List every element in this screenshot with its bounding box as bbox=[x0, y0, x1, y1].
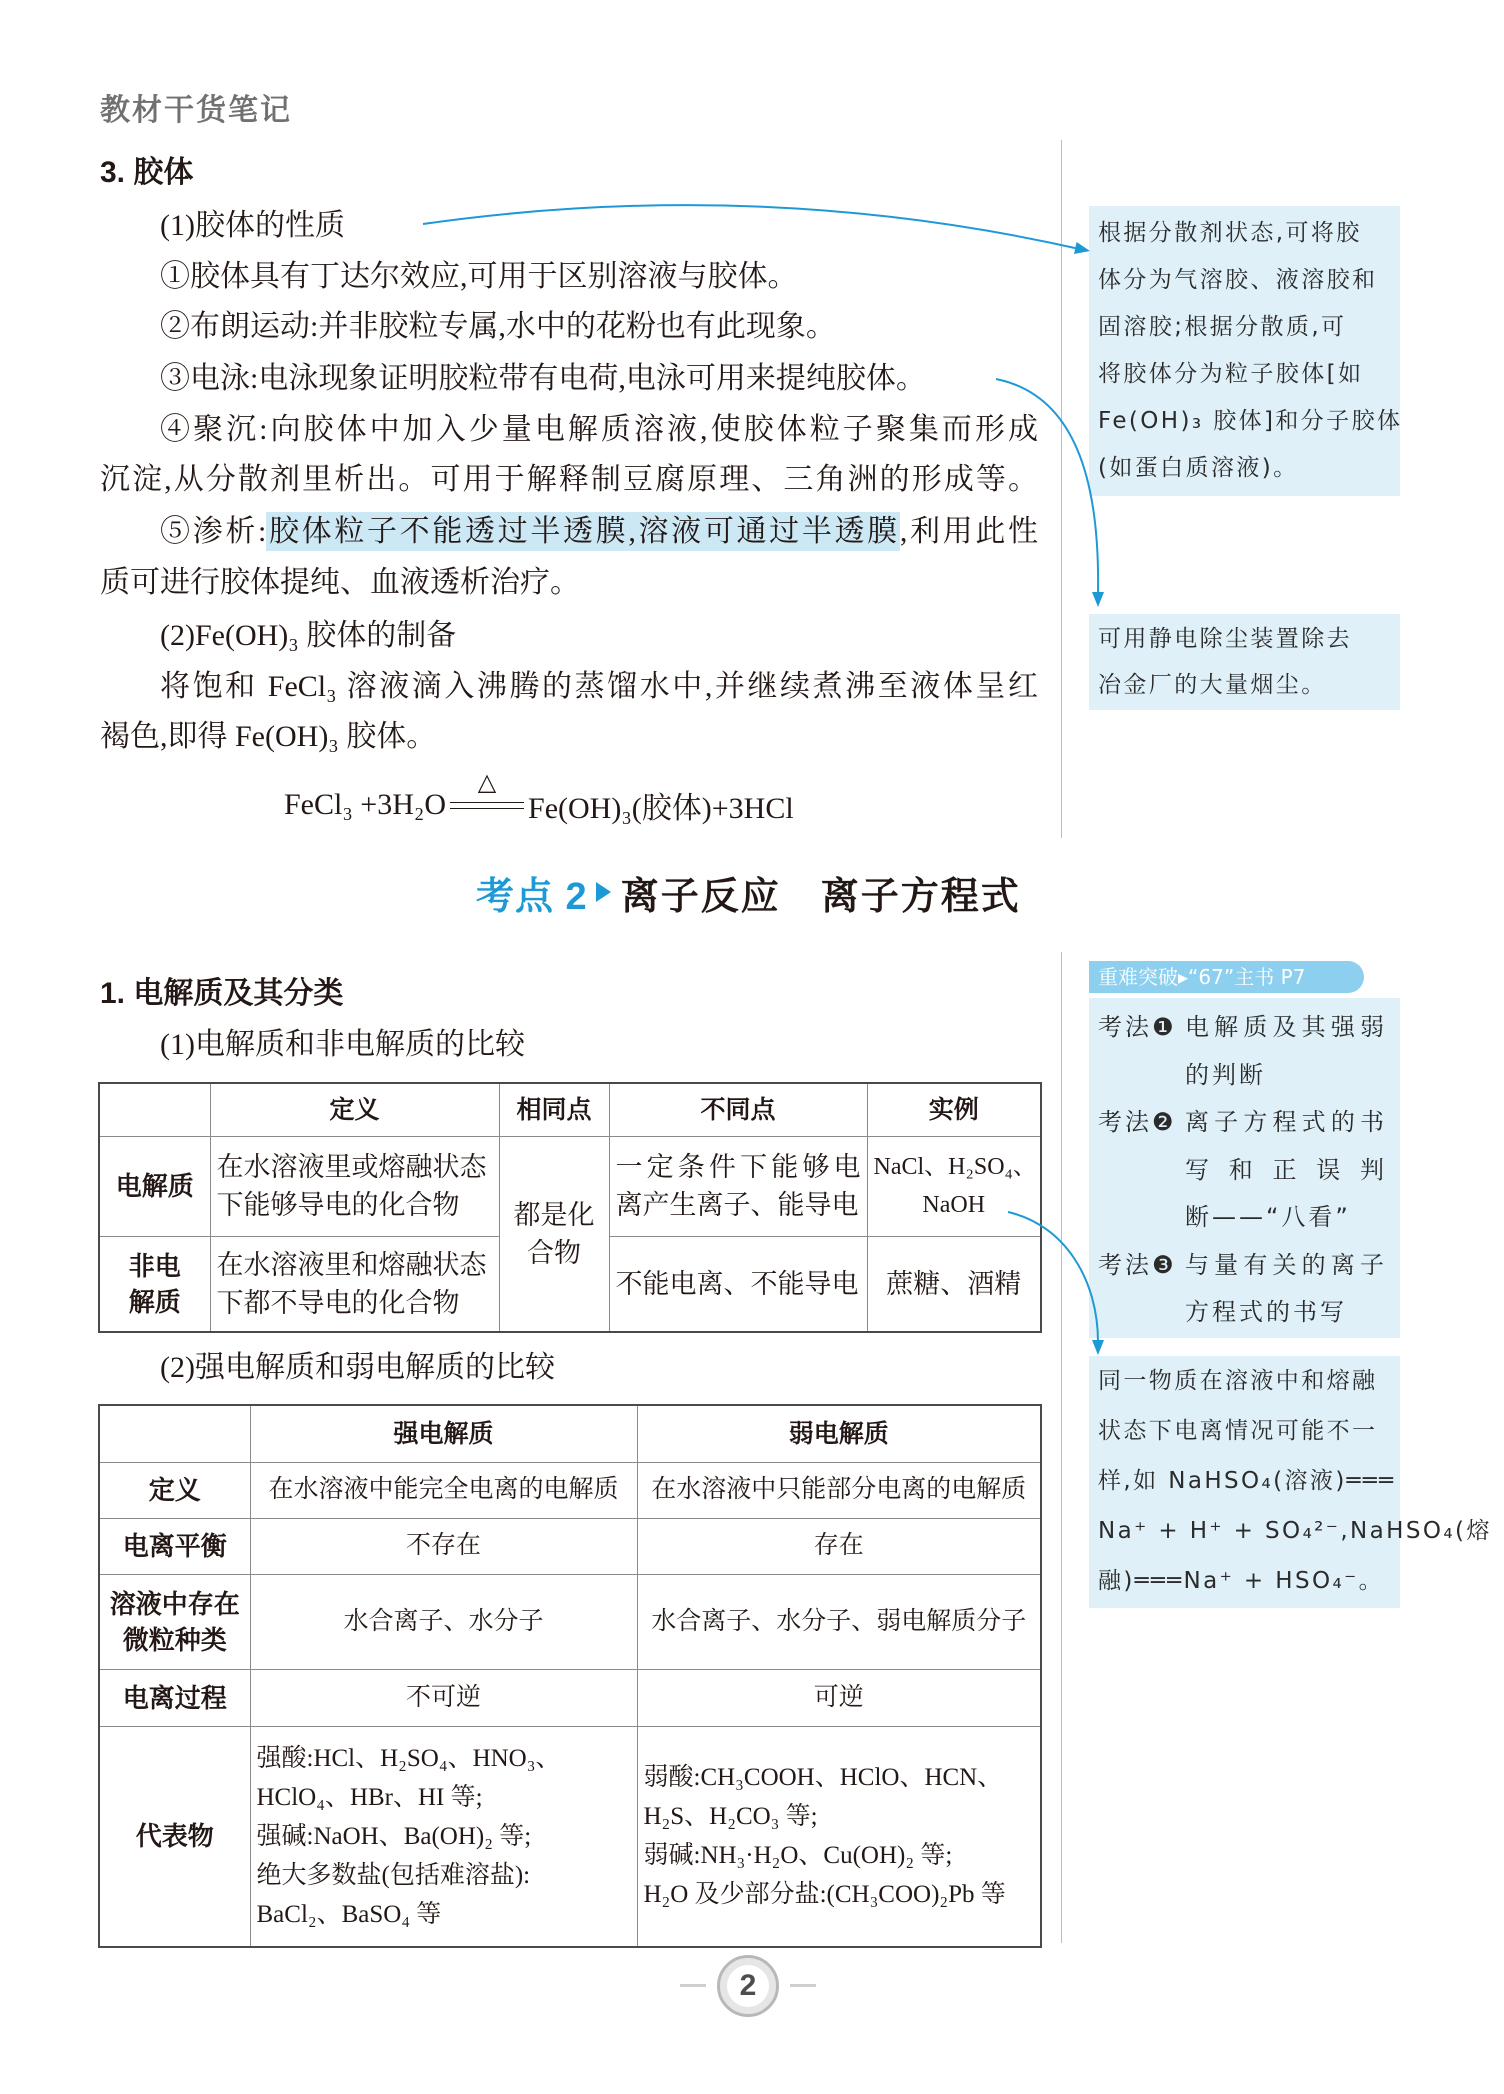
dialysis-tail: ,利用此性 bbox=[899, 515, 1039, 548]
book-title: 教材干货笔记 bbox=[100, 94, 292, 127]
property-coagulation-line1: ④聚沉:向胶体中加入少量电解质溶液,使胶体粒子聚集而形成 bbox=[160, 413, 1038, 446]
column-header: 强电解质 bbox=[250, 1405, 637, 1462]
page-number-decoration bbox=[790, 1984, 816, 1987]
section-heading-colloid: 3. 胶体 bbox=[100, 156, 194, 189]
column-header: 实例 bbox=[867, 1083, 1041, 1136]
method-label: 考法❸ bbox=[1098, 1250, 1177, 1279]
weak-cell: 在水溶液中只能部分电离的电解质 bbox=[637, 1462, 1041, 1518]
preparation-line2: 褐色,即得 Fe(OH)₃ 胶体。 bbox=[100, 720, 437, 753]
cell-line: 弱碱:NH₃·H₂O、Cu(OH)₂ 等; bbox=[643, 1842, 953, 1870]
dialysis-lead: ⑤渗析: bbox=[160, 515, 267, 548]
cell-line: NaCl、H₂SO₄、 bbox=[873, 1154, 1037, 1180]
topic-label: 考点 2 bbox=[476, 875, 588, 918]
cell-line: 在水溶液里或熔融状态 bbox=[216, 1152, 487, 1182]
row-label: 代表物 bbox=[99, 1726, 250, 1947]
cell-line: 一定条件下能够电 bbox=[615, 1152, 861, 1182]
cell-line: 不能电离、不能导电 bbox=[615, 1268, 859, 1299]
section-heading-electrolytes: 1. 电解质及其分类 bbox=[100, 977, 344, 1010]
common-cell: 都是化合物 bbox=[499, 1136, 609, 1332]
topic-title: 离子反应 离子方程式 bbox=[620, 875, 1021, 918]
property-coagulation-line2: 沉淀,从分散剂里析出。可用于解释制豆腐原理、三角洲的形成等。 bbox=[100, 463, 1038, 496]
row-label: 定义 bbox=[99, 1462, 250, 1518]
cell-line: 离产生离子、能导电 bbox=[615, 1190, 859, 1220]
page-number-decoration bbox=[680, 1984, 706, 1987]
subheading-colloid-preparation: (2)Fe(OH)₃ 胶体的制备 bbox=[160, 619, 457, 652]
cell-line: 在水溶液里和熔融状态 bbox=[216, 1249, 487, 1280]
note-line: 体分为气溶胶、液溶胶和 bbox=[1098, 267, 1378, 293]
cell-line: 下都不导电的化合物 bbox=[216, 1287, 460, 1318]
note-line: Fe(OH)₃ 胶体]和分子胶体 bbox=[1098, 408, 1403, 434]
method-line: 写和正误判 bbox=[1185, 1155, 1387, 1184]
weak-cell: 水合离子、水分子、弱电解质分子 bbox=[637, 1574, 1041, 1669]
page-number-badge bbox=[717, 1955, 779, 2017]
column-header: 相同点 bbox=[499, 1083, 609, 1136]
cell-line: BaCl₂、BaSO₄ 等 bbox=[256, 1900, 442, 1928]
note-line: 融)═══Na⁺ + HSO₄⁻。 bbox=[1098, 1568, 1385, 1594]
arrow-head-icon bbox=[1074, 242, 1090, 254]
equation-reactants: FeCl₃ +3H₂O bbox=[284, 788, 447, 821]
cell-line: NaOH bbox=[922, 1192, 986, 1218]
method-line: 方程式的书写 bbox=[1185, 1298, 1347, 1326]
arrow-line bbox=[423, 205, 1084, 250]
cell-line: 弱酸:CH₃COOH、HClO、HCN、 bbox=[643, 1764, 1003, 1792]
page-number: 2 bbox=[727, 1965, 769, 2007]
column-header: 定义 bbox=[210, 1083, 499, 1136]
heating-condition: △ bbox=[477, 769, 497, 796]
method-line: 断——“八看” bbox=[1185, 1203, 1351, 1231]
property-electrophoresis: ③电泳:电泳现象证明胶粒带有电荷,电泳可用来提纯胶体。 bbox=[160, 362, 926, 395]
row-label: 电解质 bbox=[99, 1136, 210, 1236]
row-label: 电离平衡 bbox=[99, 1518, 250, 1574]
arrow-line bbox=[1008, 1212, 1098, 1342]
subheading-table2: (2)强电解质和弱电解质的比较 bbox=[160, 1351, 555, 1384]
cell-line: HClO₄、HBr、HI 等; bbox=[256, 1783, 483, 1811]
cell-line: 蔗糖、酒精 bbox=[886, 1268, 1022, 1299]
property-tyndall: ①胶体具有丁达尔效应,可用于区别溶液与胶体。 bbox=[160, 260, 798, 293]
row-label: 非电解质 bbox=[128, 1250, 181, 1317]
method-line: 与量有关的离子 bbox=[1185, 1250, 1387, 1279]
method-line: 离子方程式的书 bbox=[1185, 1108, 1387, 1136]
note-line: 状态下电离情况可能不一 bbox=[1098, 1418, 1378, 1444]
arrow-head-icon bbox=[1092, 1340, 1104, 1355]
method-label: 考法❶ bbox=[1098, 1013, 1177, 1041]
method-line: 的判断 bbox=[1185, 1060, 1266, 1089]
strong-cell: 在水溶液中能完全电离的电解质 bbox=[250, 1462, 637, 1518]
strong-cell: 不可逆 bbox=[250, 1669, 637, 1726]
row-label: 溶液中存在微粒种类 bbox=[99, 1574, 250, 1669]
subheading-table1: (1)电解质和非电解质的比较 bbox=[160, 1028, 525, 1061]
weak-cell: 可逆 bbox=[637, 1669, 1041, 1726]
note-line: 同一物质在溶液中和熔融 bbox=[1098, 1368, 1378, 1394]
note-line: 根据分散剂状态,可将胶 bbox=[1098, 220, 1362, 246]
cell-line: H₂S、H₂CO₃ 等; bbox=[643, 1803, 818, 1831]
cell-line: 强酸:HCl、H₂SO₄、HNO₃、 bbox=[256, 1744, 561, 1772]
note-line: 将胶体分为粒子胶体[如 bbox=[1098, 361, 1364, 387]
cell-line: H₂O 及少部分盐:(CH₃COO)₂Pb 等 bbox=[643, 1881, 1006, 1909]
method-label: 考法❷ bbox=[1098, 1108, 1177, 1136]
column-header: 弱电解质 bbox=[637, 1405, 1041, 1462]
weak-cell: 存在 bbox=[637, 1518, 1041, 1574]
note-line: 样,如 NaHSO₄(溶液)═══ bbox=[1098, 1468, 1396, 1494]
dialysis-highlight: 胶体粒子不能透过半透膜,溶液可通过半透膜 bbox=[266, 512, 900, 551]
note-line: 冶金厂的大量烟尘。 bbox=[1098, 672, 1327, 698]
property-brownian: ②布朗运动:并非胶粒专属,水中的花粉也有此现象。 bbox=[160, 310, 836, 343]
arrow-head-icon bbox=[1092, 592, 1104, 607]
strong-cell: 水合离子、水分子 bbox=[250, 1574, 637, 1669]
cell-line: 下能够导电的化合物 bbox=[216, 1190, 460, 1220]
row-label: 电离过程 bbox=[99, 1669, 250, 1726]
arrow-line bbox=[996, 379, 1098, 594]
subheading-colloid-properties: (1)胶体的性质 bbox=[160, 209, 345, 242]
method-line: 电解质及其强弱 bbox=[1185, 1013, 1387, 1041]
note-line: (如蛋白质溶液)。 bbox=[1098, 455, 1299, 481]
strong-cell: 不存在 bbox=[250, 1518, 637, 1574]
cell-line: 绝大多数盐(包括难溶盐): bbox=[256, 1861, 531, 1889]
equation-products: Fe(OH)₃(胶体)+3HCl bbox=[528, 792, 794, 825]
preparation-line1: 将饱和 FeCl₃ 溶液滴入沸腾的蒸馏水中,并继续煮沸至液体呈红 bbox=[160, 670, 1038, 703]
key-points-tag: 重难突破▸“67”主书 P7 bbox=[1089, 961, 1364, 993]
column-header: 不同点 bbox=[609, 1083, 867, 1136]
note-line: 固溶胶;根据分散质,可 bbox=[1098, 314, 1347, 340]
property-dialysis-line2: 质可进行胶体提纯、血液透析治疗。 bbox=[100, 566, 580, 599]
note-line: Na⁺ + H⁺ + SO₄²⁻,NaHSO₄(熔 bbox=[1098, 1518, 1492, 1544]
note-line: 可用静电除尘装置除去 bbox=[1098, 626, 1352, 652]
cell-line: 强碱:NaOH、Ba(OH)₂ 等; bbox=[256, 1822, 532, 1850]
